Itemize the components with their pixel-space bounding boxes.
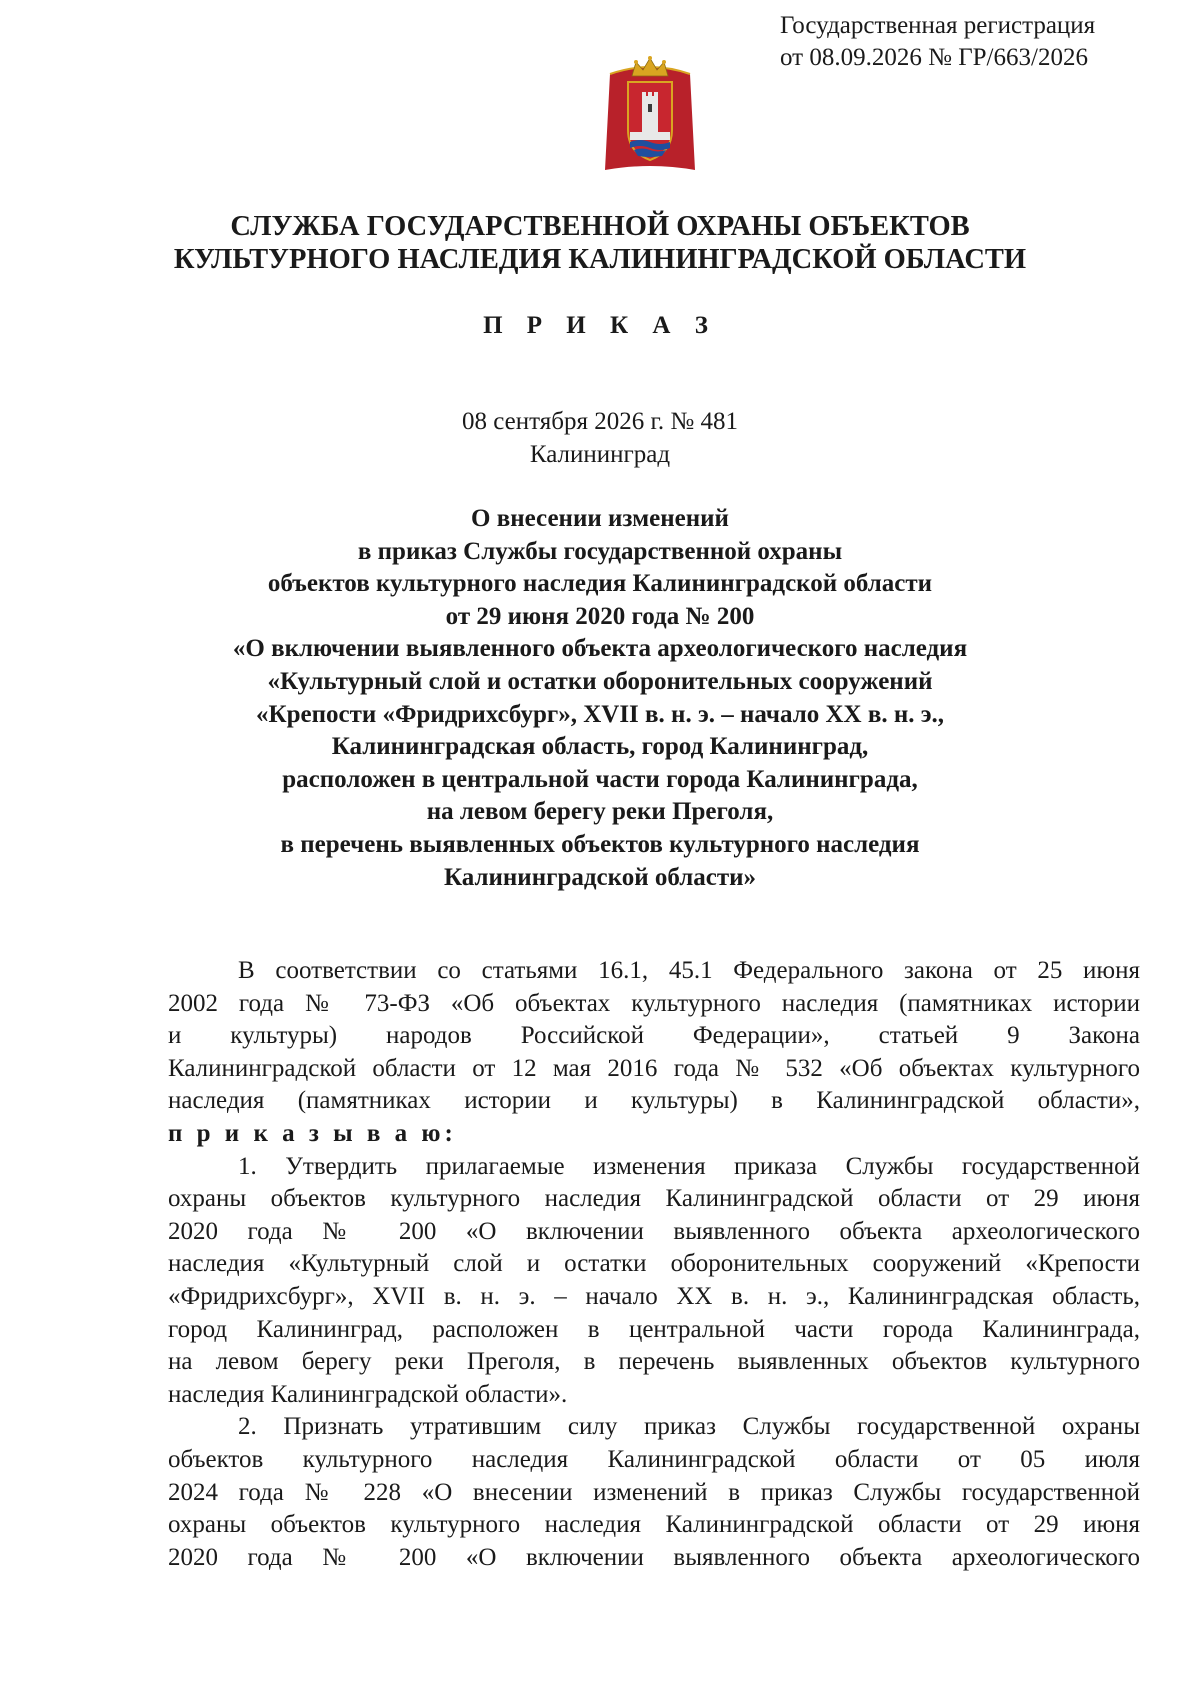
- subject-line: О внесении изменений: [471, 505, 729, 532]
- subject-line: в приказ Службы государственной охраны: [357, 537, 843, 565]
- subject-line: объектов культурного наследия Калининградской области: [267, 570, 933, 598]
- subject-line: «Культурный слой и остатки оборонительных сооружений: [267, 667, 933, 695]
- subject-line: Калининградская область, город Калининград,: [331, 733, 869, 761]
- organization-line-2: КУЛЬТУРНОГО НАСЛЕДИЯ КАЛИНИНГРАДСКОЙ ОБЛАСТИ: [173, 244, 1027, 275]
- document-body: [168, 955, 1140, 1574]
- decree-word: п р и к а з ы в а ю:: [168, 1119, 457, 1147]
- subject-line: в перечень выявленных объектов культурного наследия: [280, 830, 920, 858]
- item-1-line: 1. Утвердить прилагаемые изменения приказа Службы государственной: [238, 1152, 1140, 1180]
- item-1-line: город Калининград, расположен в центральной части города Калининграда,: [168, 1315, 1140, 1343]
- item-1-line: наследия Калининградской области».: [168, 1380, 568, 1408]
- document-type: П Р И К А З: [483, 312, 717, 339]
- item-2-line: охраны объектов культурного наследия Калининградской области от 29 июня: [168, 1511, 1140, 1539]
- organization-line-1: СЛУЖБА ГОСУДАРСТВЕННОЙ ОХРАНЫ ОБЪЕКТОВ: [230, 211, 970, 242]
- subject-line: расположен в центральной части города Калининграда,: [282, 765, 918, 793]
- registration-stamp: [780, 10, 1180, 74]
- item-1-line: 2020 года № 200 «О включении выявленного объекта археологического: [168, 1217, 1140, 1245]
- preamble-line: и культуры) народов Российской Федерации», статьей 9 Закона: [168, 1022, 1140, 1050]
- registration-line-2: от 08.09.2026 № ГР/663/2026: [780, 44, 1088, 71]
- subject-line: Калининградской области»: [443, 863, 757, 891]
- item-1-line: наследия «Культурный слой и остатки оборонительных сооружений «Крепости: [168, 1250, 1140, 1278]
- item-1-line: охраны объектов культурного наследия Калининградской области от 29 июня: [168, 1185, 1140, 1213]
- order-date-number: 08 сентября 2026 г. № 481: [462, 408, 738, 435]
- coat-of-arms-icon: [600, 52, 700, 177]
- registration-line-1: Государственная регистрация: [780, 12, 1096, 39]
- subject-line: «О включении выявленного объекта археологического наследия: [232, 635, 968, 663]
- preamble-line: 2002 года № 73-ФЗ «Об объектах культурного наследия (памятниках истории: [168, 989, 1140, 1017]
- organization-title: [0, 210, 1200, 276]
- subject-line: на левом берегу реки Преголя,: [426, 798, 774, 826]
- subject-line: от 29 июня 2020 года № 200: [445, 602, 755, 630]
- item-2-line: 2024 года № 228 «О внесении изменений в приказ Службы государственной: [168, 1478, 1140, 1506]
- preamble-line: Калининградской области от 12 мая 2016 года № 532 «Об объектах культурного: [168, 1054, 1140, 1082]
- order-subject: [0, 503, 1200, 894]
- order-city: Калининград: [529, 441, 671, 468]
- preamble-line: В соответствии со статьями 16.1, 45.1 Федерального закона от 25 июня: [238, 957, 1140, 984]
- item-1-line: на левом берегу реки Преголя, в перечень выявленных объектов культурного: [168, 1348, 1140, 1376]
- item-1-line: «Фридрихсбург», XVII в. н. э. – начало XX в. н. э., Калининградская область,: [168, 1282, 1140, 1310]
- item-2-line: объектов культурного наследия Калининградской области от 05 июля: [168, 1445, 1140, 1473]
- item-2-line: 2. Признать утратившим силу приказ Службы государственной охраны: [238, 1413, 1140, 1441]
- preamble-line: наследия (памятниках истории и культуры) в Калининградской области»,: [168, 1087, 1140, 1115]
- order-date-block: [0, 405, 1200, 471]
- item-2-line: 2020 года № 200 «О включении выявленного объекта археологического: [168, 1543, 1140, 1571]
- subject-line: «Крепости «Фридрихсбург», XVII в. н. э. – начало XX в. н. э.,: [255, 700, 945, 728]
